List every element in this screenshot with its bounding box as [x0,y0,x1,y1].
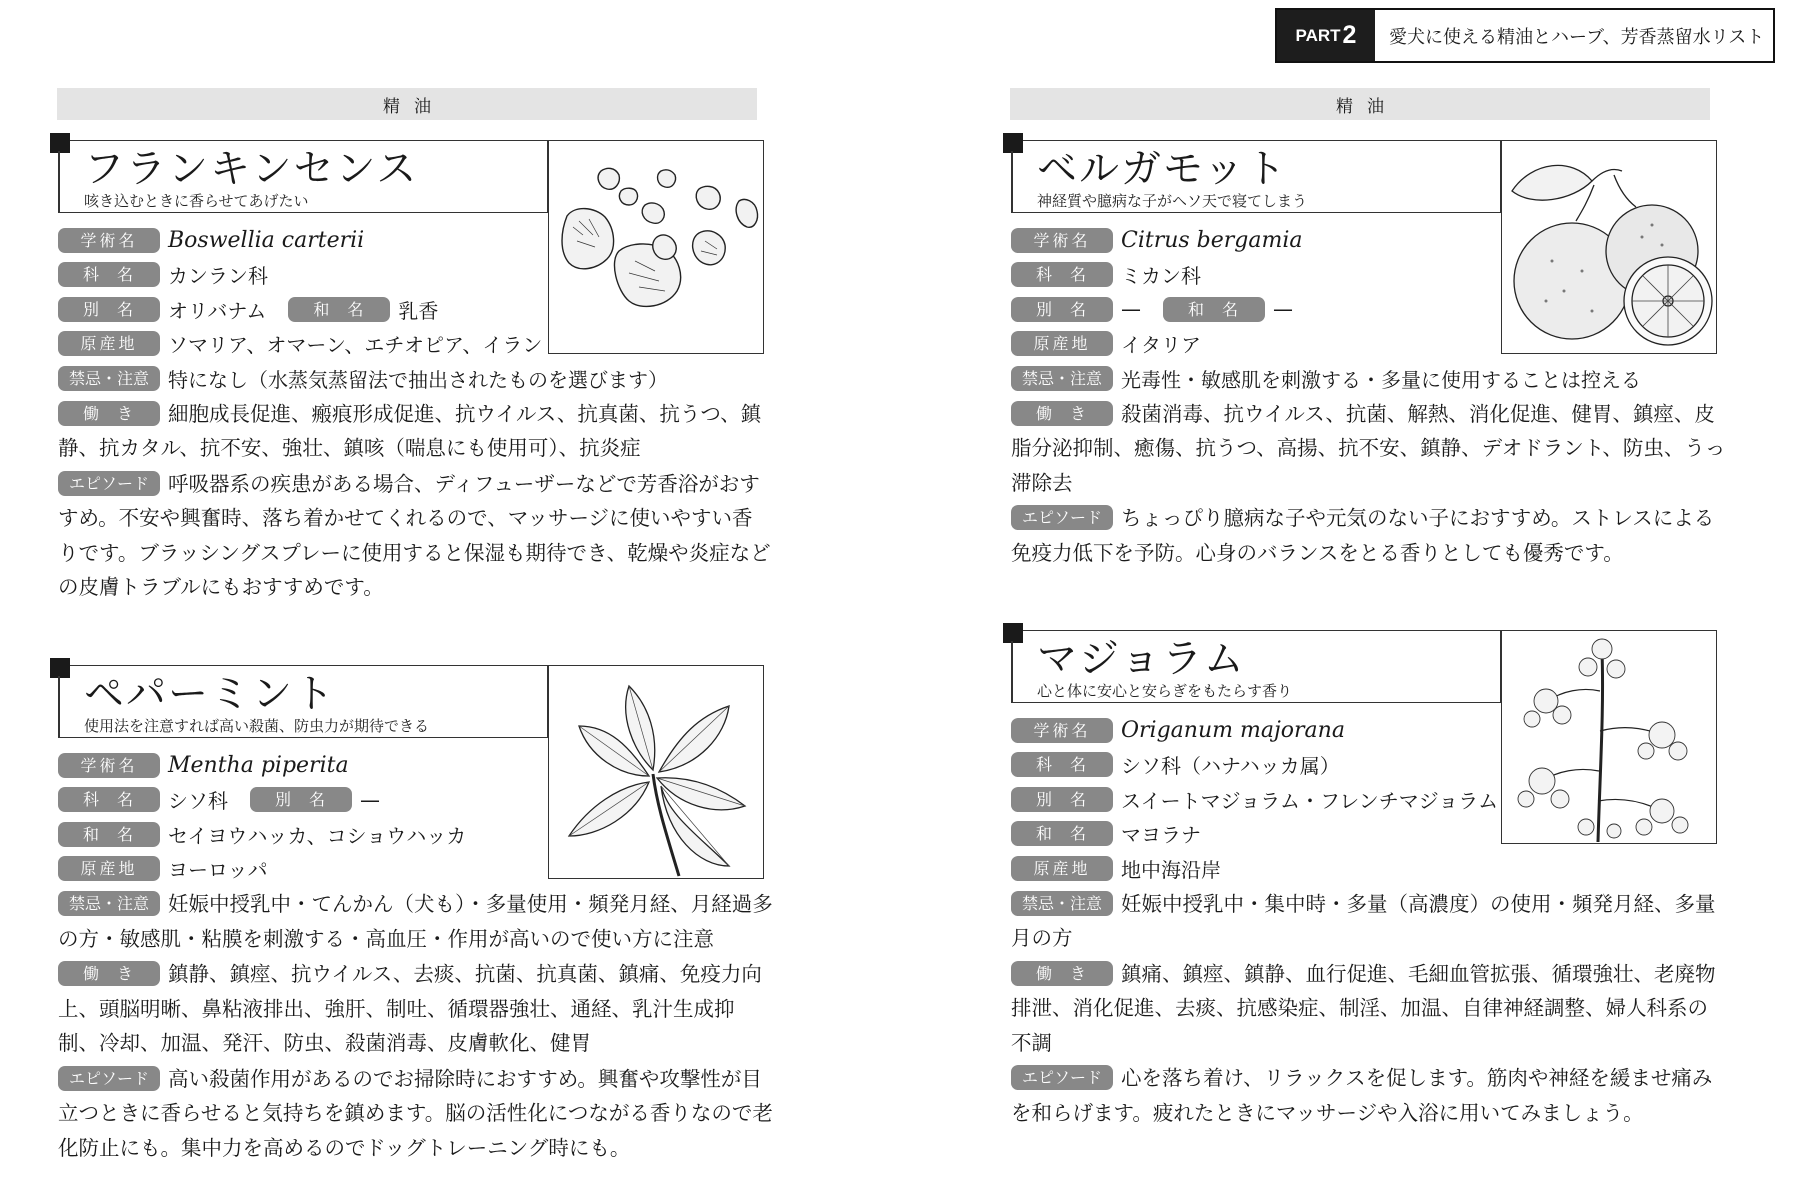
entry-name: ペパーミント [84,671,336,717]
entry-name: マジョラム [1037,636,1246,682]
row-japanese-name: 和名 マヨラナ [1011,817,1731,852]
row-family: 科名 ミカン科 [1011,258,1731,293]
title-box [1011,630,1501,703]
episode-paragraph: エピソード 心を落ち着け、リラックスを促します。筋肉や神経を緩ませ痛みを和らげます。疲れたときにマッサージや入浴に用いてみましょう。 [1011,1066,1713,1125]
entry-tagline: 神経質や臆病な子がヘソ天で寝てしまう [1037,192,1308,210]
row-family: 科名 シソ科 別名 — [58,783,778,818]
episode-paragraph: エピソード 高い殺菌作用があるのでお掃除時におすすめ。興奮や攻撃性が目立つときに香らせると気持ちを鎮めます。脳の活性化につながる香りなので老化防止にも。集中力を高めるのでドッグトレーニング時にも。 [58,1066,773,1160]
row-scientific-name: 学術名 Mentha piperita [58,748,778,783]
row-alias: 別名 スイートマジョラム・フレンチマジョラム [1011,782,1731,817]
part-header [1275,8,1775,63]
entry-name: ベルガモット [1037,146,1288,192]
entry-tagline: 心と体に安心と安らぎをもたらす香り [1037,682,1293,700]
row-family: 科名 カンラン科 [58,258,778,293]
entry-frankincense [58,140,778,605]
part-tag: PART 2 [1277,10,1375,61]
title-box [58,140,548,213]
part-title: 愛犬に使える精油とハーブ、芳香蒸留水リスト [1389,26,1765,48]
row-origin: 原産地 地中海沿岸 [1011,851,1731,886]
row-family: 科名 シソ科（ハナハッカ属） [1011,748,1731,783]
row-origin: 原産地 イタリア [1011,327,1731,362]
title-box [1011,140,1501,213]
category-bar-left: 精油 [57,88,757,120]
row-alias: 別名 オリバナム 和名 乳香 [58,292,778,327]
effects-paragraph: 働き 鎮静、鎮痙、抗ウイルス、去痰、抗菌、抗真菌、鎮痛、免疫力向上、頭脳明晰、鼻粘液排出、強肝、制吐、循環器強壮、通経、乳汁生成抑制、冷却、加温、発汗、防虫、殺菌消毒、皮膚軟化、健胃 [58,962,762,1055]
entry-name: フランキンセンス [84,146,419,192]
row-caution: 禁忌・注意 光毒性・敏感肌を刺激する・多量に使用することは控える [1011,361,1731,396]
entry-bergamot [1011,140,1731,570]
row-alias: 別名 — 和名 — [1011,292,1731,327]
caution-paragraph: 禁忌・注意 妊娠中授乳中・集中時・多量（高濃度）の使用・頻発月経、多量月の方 [1011,891,1716,950]
category-bar-right: 精油 [1010,88,1710,120]
caution-paragraph: 禁忌・注意 妊娠中授乳中・てんかん（犬も）・多量使用・頻発月経、月経過多の方・敏感肌・粘膜を刺激する・高血圧・作用が高いので使い方に注意 [58,892,773,951]
row-origin: 原産地 ヨーロッパ [58,852,778,887]
entry-marjoram [1011,630,1731,1130]
row-caution: 禁忌・注意 特になし（水蒸気蒸留法で抽出されたものを選びます） [58,361,778,396]
entry-tagline: 使用法を注意すれば高い殺菌、防虫力が期待できる [84,717,430,735]
effects-paragraph: 働き 鎮痛、鎮痙、鎮静、血行促進、毛細血管拡張、循環強壮、老廃物排泄、消化促進、去痰、抗感染症、制淫、加温、自律神経調整、婦人科系の不調 [1011,961,1716,1055]
effects-paragraph: 働き 殺菌消毒、抗ウイルス、抗菌、解熱、消化促進、健胃、鎮痙、皮脂分泌抑制、癒傷、抗うつ、高揚、抗不安、鎮静、デオドラント、防虫、うっ滞除去 [1011,401,1726,495]
title-box [58,665,548,738]
episode-paragraph: エピソード ちょっぴり臆病な子や元気のない子におすすめ。ストレスによる免疫力低下を予防。心身のバランスをとる香りとしても優秀です。 [1011,506,1715,565]
row-scientific-name: 学術名 Boswellia carterii [58,223,778,258]
row-scientific-name: 学術名 Origanum majorana [1011,713,1731,748]
effects-paragraph: 働き 細胞成長促進、瘢痕形成促進、抗ウイルス、抗真菌、抗うつ、鎮静、抗カタル、抗不安、強壮、鎮咳（喘息にも使用可）、抗炎症 [58,401,762,460]
episode-paragraph: エピソード 呼吸器系の疾患がある場合、ディフューザーなどで芳香浴がおすすめ。不安や興奮時、落ち着かせてくれるので、マッサージに使いやすい香りです。ブラッシングスプレーに使用すると保湿も期待でき、乾燥や炎症などの皮膚トラブルにもおすすめです。 [58,471,771,599]
row-scientific-name: 学術名 Citrus bergamia [1011,223,1731,258]
row-japanese-name: 和名 セイヨウハッカ、コショウハッカ [58,817,778,852]
row-origin: 原産地 ソマリア、オマーン、エチオピア、イラン [58,327,778,362]
entry-peppermint [58,665,778,1165]
entry-tagline: 咳き込むときに香らせてあげたい [84,192,309,210]
